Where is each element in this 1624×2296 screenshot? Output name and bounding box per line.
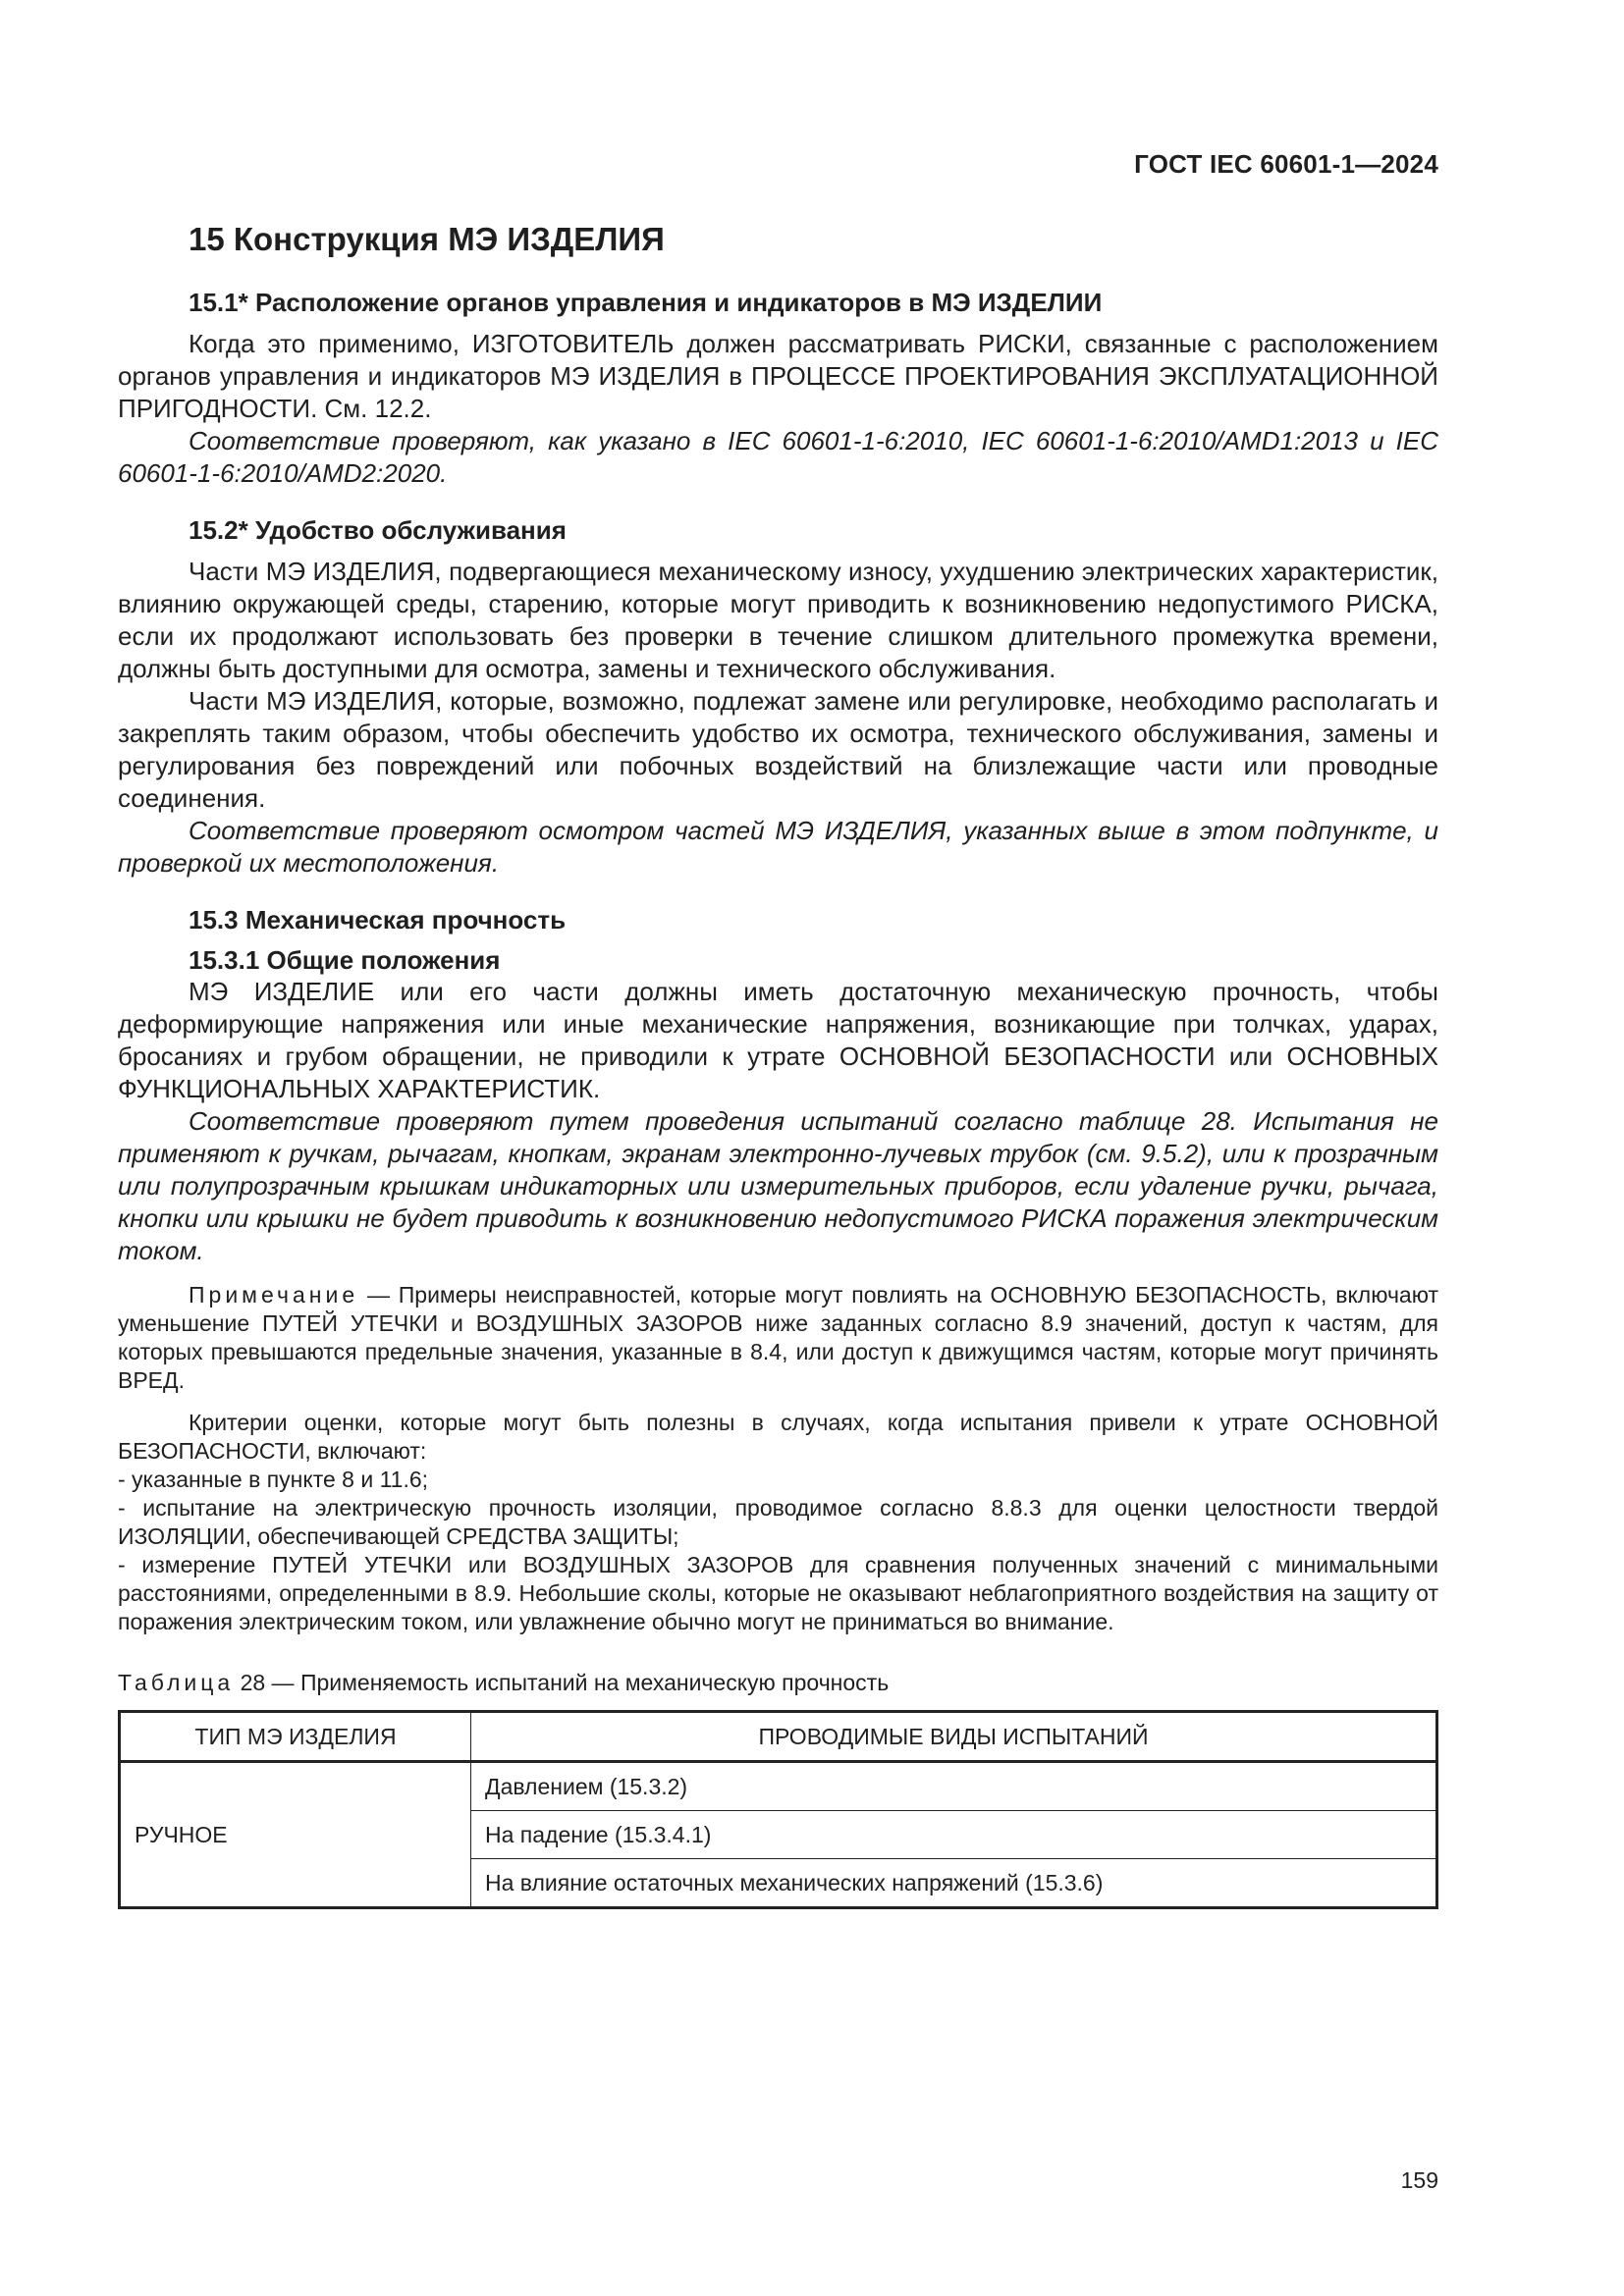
section-title: 15 Конструкция МЭ ИЗДЕЛИЯ <box>189 221 665 257</box>
paragraph-15-3-1: МЭ ИЗДЕЛИЕ или его части должны иметь достаточную механическую прочность, чтобы деформирующие напряжения или иные механические напряжения, возникающие при толчках, ударах, бросаниях и грубом обращении, не приводили к утрате ОСНОВНОЙ БЕЗОПАСНОСТИ или ОСНОВНЫХ ФУНКЦИОНАЛЬНЫХ ХАРАКТЕРИСТИК. <box>118 977 1438 1103</box>
paragraph-15-1: Когда это применимо, ИЗГОТОВИТЕЛЬ должен рассматривать РИСКИ, связанные с расположением органов управления и индикаторов МЭ ИЗДЕЛИЯ в ПРОЦЕССЕ ПРОЕКТИРОВАНИЯ ЭКСПЛУАТАЦИОННОЙ ПРИГОДНОСТИ. См. 12.2. <box>118 329 1438 423</box>
compliance-15-1: Соответствие проверяют, как указано в IEC 60601-1-6:2010, IEC 60601-1-6:2010/AMD1:2013 и IEC 60601-1-6:2010/AMD2:2020. <box>118 426 1438 488</box>
document-page <box>118 0 1438 2296</box>
compliance-15-3-1: Соответствие проверяют путем проведения испытаний согласно таблице 28. Испытания не применяют к ручкам, рычагам, кнопкам, экранам электронно-лучевых трубок (см. 9.5.2), или к прозрачным или полупрозрачным крышкам индикаторных или измерительных приборов, если удаление ручки, рычага, кнопки или крышки не будет приводить к возникновению недопустимого РИСКА поражения электрическим током. <box>118 1106 1438 1265</box>
table-header-tests: ПРОВОДИМЫЕ ВИДЫ ИСПЫТАНИЙ <box>471 1712 1437 1762</box>
paragraph-15-2-2: Части МЭ ИЗДЕЛИЯ, которые, возможно, подлежат замене или регулировке, необходимо располагать и закреплять таким образом, чтобы обеспечить удобство их осмотра, технического обслуживания, замены и регулирования без повреждений или побочных воздействий на близлежащие части или проводные соединения. <box>118 686 1438 813</box>
criteria-item: - измерение ПУТЕЙ УТЕЧКИ или ВОЗДУШНЫХ ЗАЗОРОВ для сравнения полученных значений с минимальными расстояниями, определенными в 8.9. Небольшие сколы, которые не оказывают неблагоприятного воздействия на защиту от поражения электрическим током, или увлажнение обычно могут не приниматься во внимание. <box>118 1552 1438 1634</box>
document-code: ГОСТ IEC 60601-1—2024 <box>1134 149 1438 179</box>
compliance-15-2: Соответствие проверяют осмотром частей МЭ ИЗДЕЛИЯ, указанных выше в этом подпункте, и проверкой их местоположения. <box>118 816 1438 878</box>
subsection-15-3-1-title: 15.3.1 Общие положения <box>189 945 501 975</box>
table-header-row <box>120 1712 1437 1762</box>
table-header-type: ТИП МЭ ИЗДЕЛИЯ <box>120 1712 471 1762</box>
table-caption-text: 28 — Применяемость испытаний на механическую прочность <box>234 1670 890 1695</box>
table-cell-test: На падение (15.3.4.1) <box>471 1811 1437 1859</box>
table-cell-test: Давлением (15.3.2) <box>471 1762 1437 1811</box>
note-paragraph <box>118 1281 1438 1395</box>
criteria-item: - испытание на электрическую прочность изоляции, проводимое согласно 8.8.3 для оценки целостности твердой ИЗОЛЯЦИИ, обеспечивающей СРЕДСТВА ЗАЩИТЫ; <box>118 1495 1438 1549</box>
table-28 <box>118 1710 1438 1909</box>
paragraph-15-2-1: Части МЭ ИЗДЕЛИЯ, подвергающиеся механическому износу, ухудшению электрических характеристик, влиянию окружающей среды, старению, которые могут приводить к возникновению недопустимого РИСКА, если их продолжают использовать без проверки в течение слишком длительного промежутка времени, должны быть доступными для осмотра, замены и технического обслуживания. <box>118 557 1438 683</box>
subsection-15-2-title: 15.2* Удобство обслуживания <box>189 515 567 545</box>
page-content <box>118 221 1438 1909</box>
page-number: 159 <box>1400 2167 1438 2193</box>
note-label: Примечание <box>189 1282 359 1308</box>
subsection-15-1-title: 15.1* Расположение органов управления и индикаторов в МЭ ИЗДЕЛИИ <box>189 288 1103 317</box>
criteria-item: - указанные в пункте 8 и 11.6; <box>118 1467 429 1492</box>
note-text: — Примеры неисправностей, которые могут повлиять на ОСНОВНУЮ БЕЗОПАСНОСТЬ, включают уменьшение ПУТЕЙ УТЕЧКИ и ВОЗДУШНЫХ ЗАЗОРОВ ниже заданных согласно 8.9 значений, доступ к частям, для которых превышаются предельные значения, указанные в 8.4, или доступ к движущимся частям, которые могут причинять ВРЕД. <box>118 1282 1438 1393</box>
criteria-intro: Критерии оценки, которые могут быть полезны в случаях, когда испытания привели к утрате ОСНОВНОЙ БЕЗОПАСНОСТИ, включают: <box>118 1410 1438 1464</box>
subsection-15-3-title: 15.3 Механическая прочность <box>189 905 567 934</box>
table-caption-label: Таблица <box>118 1670 235 1695</box>
table-cell-test: На влияние остаточных механических напряжений (15.3.6) <box>471 1859 1437 1908</box>
table-row <box>120 1762 1437 1811</box>
table-cell-type: РУЧНОЕ <box>120 1762 471 1908</box>
table-caption <box>118 1670 1438 1696</box>
